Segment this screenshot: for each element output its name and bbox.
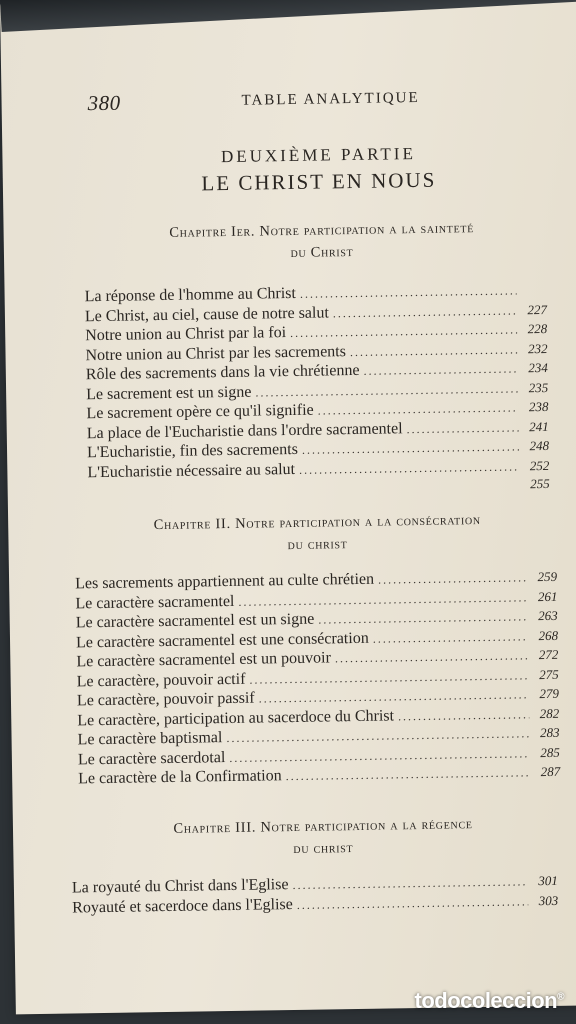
part-label: DEUXIÈME PARTIE	[220, 144, 417, 167]
toc-entry-title: Le caractère, participation au sacerdoce du Christ	[77, 706, 395, 729]
toc-entry-page: 259	[537, 568, 558, 585]
toc-entry-page: 255	[530, 475, 550, 492]
toc-entry-page: 279	[539, 685, 560, 702]
toc-entry-title: La place de l'Eucharistie dans l'ordre sacramentel	[86, 419, 403, 442]
chapter-3-heading	[13, 811, 576, 864]
toc-entry-title: Le Christ, au ciel, cause de notre salut	[84, 303, 329, 325]
toc-entry-title: L'Eucharistie nécessaire au salut	[87, 460, 296, 481]
chapter-heading-line: du christ	[293, 840, 354, 858]
dot-leader	[290, 322, 517, 341]
toc-entry-page: 238	[528, 398, 549, 415]
dot-leader	[318, 400, 519, 418]
toc-entry-page: 263	[538, 607, 558, 624]
dot-leader	[378, 570, 527, 587]
running-title: TABLE ANALYTIQUE	[241, 89, 420, 109]
toc-entry-title: Le caractère, pouvoir passif	[76, 689, 255, 710]
toc-entry-page: 268	[538, 627, 559, 643]
toc-entry-page: 228	[527, 320, 548, 337]
chapter-heading-line: du christ	[287, 536, 348, 554]
running-head	[81, 86, 427, 117]
dot-leader	[238, 590, 527, 610]
chapter-heading-line: Chapitre II. Notre participation a la consécration	[153, 512, 481, 534]
toc-entry-page: 282	[539, 705, 560, 721]
chapter-1-entries	[85, 281, 550, 503]
toc-entry-page: 227	[527, 301, 548, 317]
dot-leader	[350, 342, 518, 360]
watermark-text: todocoleccion	[414, 988, 558, 1013]
toc-entry-title: Notre union au Christ par les sacrements	[85, 342, 347, 364]
toc-entry-page: 241	[529, 418, 549, 434]
todocoleccion-watermark	[415, 988, 565, 1014]
dot-leader	[229, 746, 530, 766]
dot-leader	[333, 303, 517, 321]
dot-leader	[286, 765, 531, 784]
chapter-heading-line: Chapitre Ier. Notre participation a la sainteté	[169, 220, 475, 241]
toc-entry-title: Le caractère sacerdotal	[77, 748, 226, 768]
toc-entry-title: Rôle des sacrements dans la vie chrétienne	[85, 361, 360, 384]
toc-entry-page: 261	[537, 588, 558, 604]
dot-leader	[292, 874, 528, 893]
toc-entry-title: Le caractère baptismal	[77, 729, 223, 749]
toc-entry-title: Le caractère sacramentel est un pouvoir	[76, 649, 332, 671]
dot-leader	[406, 420, 518, 437]
chapter-3-entries	[72, 872, 559, 919]
toc-entry-page: 283	[539, 724, 560, 741]
dot-leader	[398, 707, 529, 724]
toc-entry-title: Le caractère sacramentel	[75, 592, 235, 612]
dot-leader	[300, 283, 517, 301]
toc-entry-title: Le sacrement opère ce qu'il signifie	[86, 401, 314, 423]
dot-leader	[335, 648, 529, 666]
toc-entry-title: Le caractère sacramentel est un signe	[75, 610, 315, 632]
toc-entry-page: 272	[538, 646, 559, 663]
toc-entry-page: 301	[538, 872, 558, 889]
chapter-heading-line: Chapitre III. Notre participation a la régence	[173, 816, 473, 837]
toc-entry-title: Les sacrements appartiennent au culte chrétien	[75, 570, 375, 593]
dot-leader	[302, 439, 519, 457]
toc-entry-title: Royauté et sacerdoce dans l'Eglise	[72, 895, 293, 917]
toc-entry-page: 248	[529, 437, 550, 454]
part-heading	[2, 141, 576, 199]
dot-leader	[297, 894, 529, 913]
chapter-1-heading	[3, 215, 576, 268]
dot-leader	[226, 726, 529, 746]
toc-entry-title: La royauté du Christ dans l'Eglise	[71, 876, 289, 897]
dot-leader	[363, 361, 518, 378]
toc-entry-page: 234	[528, 359, 548, 376]
part-title: LE CHRIST EN NOUS	[201, 167, 437, 196]
toc-entry-page: 252	[529, 457, 550, 473]
toc-entry-page: 285	[540, 744, 560, 760]
toc-entry-title: La réponse de l'homme au Christ	[84, 284, 297, 306]
toc-entry-title: L'Eucharistie, fin des sacrements	[86, 440, 299, 462]
chapter-2-heading	[8, 507, 576, 560]
toc-entry-page: 303	[538, 892, 559, 908]
dot-leader	[373, 629, 528, 646]
chapter-heading-line: du Christ	[290, 244, 354, 261]
toc-entry-title: Notre union au Christ par la foi	[85, 324, 287, 345]
toc-entry-page: 275	[539, 666, 559, 682]
toc-entry-page: 232	[527, 340, 548, 356]
toc-entry-title: Le sacrement est un signe	[86, 383, 252, 403]
toc-entry-page: 287	[540, 763, 561, 780]
toc-entry-title: Le caractère de la Confirmation	[78, 767, 282, 788]
dot-leader	[259, 687, 530, 706]
toc-entry-title: Le caractère sacramentel est une consécration	[75, 629, 369, 651]
dot-leader	[299, 459, 520, 477]
watermark-mark: ®	[557, 991, 564, 1003]
dot-leader	[249, 668, 528, 687]
dot-leader	[255, 381, 518, 400]
chapter-2-entries	[75, 568, 560, 790]
dot-leader	[318, 609, 528, 627]
page-number: 380	[87, 90, 121, 116]
toc-entry-page: 235	[528, 379, 549, 395]
toc-entry-title: Le caractère, pouvoir actif	[76, 670, 246, 690]
